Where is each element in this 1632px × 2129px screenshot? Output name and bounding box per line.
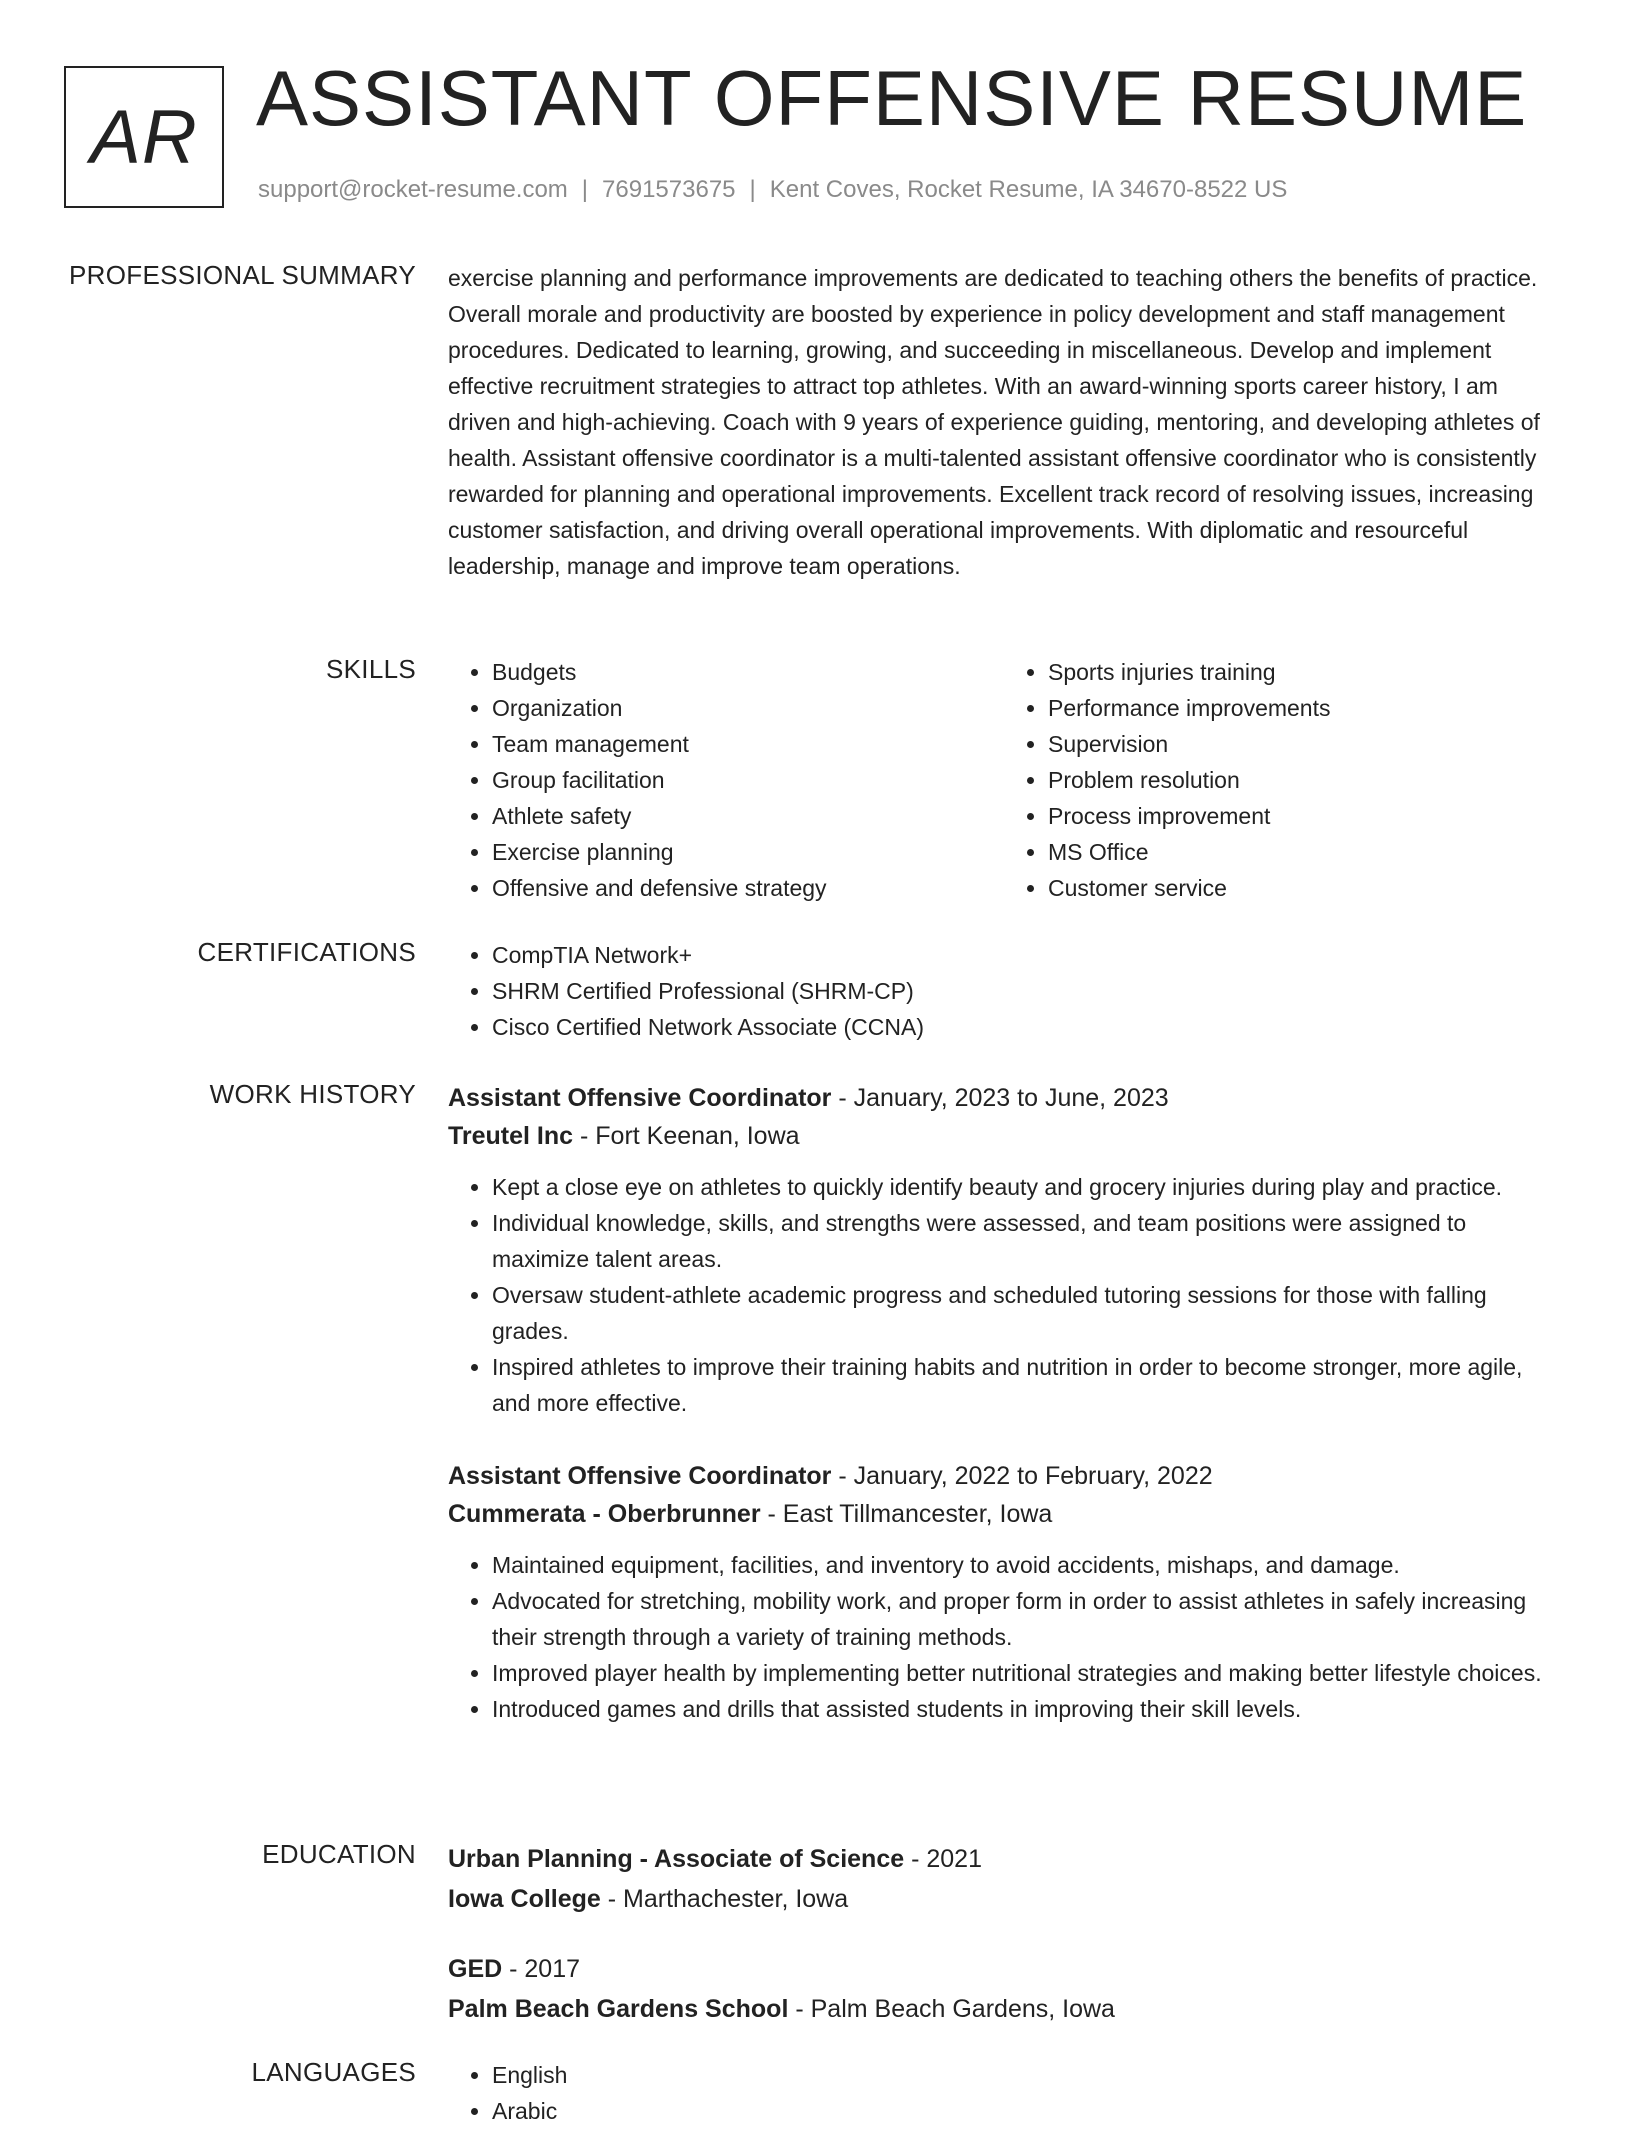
skill-item: • Sports injuries training <box>1048 654 1560 690</box>
job-bullet: • Individual knowledge, skills, and strengths were assessed, and team positions were assigned to maximize talent areas. <box>492 1205 1560 1277</box>
job-bullet: • Kept a close eye on athletes to quickly identify beauty and grocery injuries during play and practice. <box>492 1169 1560 1205</box>
job-title-line <box>448 1079 1560 1117</box>
skill-item: • Group facilitation <box>492 762 1004 798</box>
skill-item: • Problem resolution <box>1048 762 1560 798</box>
education-entry <box>448 1839 1560 1919</box>
certifications-body <box>448 937 1560 1045</box>
job-bullets <box>448 1169 1560 1421</box>
skills-label: SKILLS <box>326 654 416 684</box>
education-location: - Marthachester, Iowa <box>600 1885 849 1913</box>
contact-email: support@rocket-resume.com <box>258 176 568 203</box>
education-degree-line <box>448 1839 1560 1879</box>
job-bullets <box>448 1547 1560 1727</box>
certification-item: • SHRM Certified Professional (SHRM-CP) <box>492 973 1560 1009</box>
languages-body <box>448 2057 1560 2129</box>
job-company: Cummerata - Oberbrunner <box>448 1500 761 1528</box>
contact-address: Kent Coves, Rocket Resume, IA 34670-8522 US <box>769 176 1288 203</box>
job-dates: - January, 2023 to June, 2023 <box>831 1084 1169 1112</box>
contact-separator: | <box>581 176 589 203</box>
skills-list-right <box>1004 654 1560 906</box>
languages-list <box>448 2057 1560 2129</box>
job-company-line <box>448 1495 1560 1533</box>
certifications-label: CERTIFICATIONS <box>197 937 416 967</box>
language-item: • Arabic <box>492 2093 1560 2129</box>
job-company: Treutel Inc <box>448 1122 574 1150</box>
skill-item: • Process improvement <box>1048 798 1560 834</box>
work-history-body <box>448 1079 1560 1763</box>
education-school: Palm Beach Gardens School <box>448 1995 789 2023</box>
education-year: - 2017 <box>502 1955 581 1983</box>
job-company-line <box>448 1117 1560 1155</box>
summary-body <box>448 260 1560 584</box>
education-body <box>448 1839 1560 2059</box>
contact-line <box>258 176 1287 204</box>
summary-text: exercise planning and performance improvements are dedicated to teaching others the benefits of practice. Overall morale and productivity are boosted by experience in policy development and staff management procedures. Dedicated to learning, growing, and succeeding in miscellaneous. Develop and implement effective recruitment strategies to attract top athletes. With an award-winning sports career history, I am driven and high-achieving. Coach with 9 years of experience guiding, mentoring, and developing athletes of health. Assistant offensive coordinator is a multi-talented assistant offensive coordinator who is consistently rewarded for planning and operational improvements. Excellent track record of resolving issues, increasing customer satisfaction, and driving overall operational improvements. With diplomatic and resourceful leadership, manage and improve team operations. <box>448 265 1540 579</box>
education-location: - Palm Beach Gardens, Iowa <box>788 1995 1115 2023</box>
skill-item: • MS Office <box>1048 834 1560 870</box>
education-degree-line <box>448 1949 1560 1989</box>
education-school: Iowa College <box>448 1885 601 1913</box>
job-bullet: • Oversaw student-athlete academic progress and scheduled tutoring sessions for those with falling grades. <box>492 1277 1560 1349</box>
summary-label: PROFESSIONAL SUMMARY <box>69 260 416 290</box>
skill-item: • Customer service <box>1048 870 1560 906</box>
education-entry <box>448 1949 1560 2029</box>
monogram-initials: AR <box>90 94 198 180</box>
skill-item: • Team management <box>492 726 1004 762</box>
skill-item: • Exercise planning <box>492 834 1004 870</box>
education-school-line <box>448 1989 1560 2029</box>
contact-phone: 7691573675 <box>602 176 736 203</box>
certification-item: • CompTIA Network+ <box>492 937 1560 973</box>
skill-item: • Budgets <box>492 654 1004 690</box>
job-location: - East Tillmancester, Iowa <box>760 1500 1053 1528</box>
language-item: • English <box>492 2057 1560 2093</box>
education-degree: GED <box>448 1955 503 1983</box>
education-label: EDUCATION <box>262 1839 416 1869</box>
skill-item: • Supervision <box>1048 726 1560 762</box>
job-bullet: • Maintained equipment, facilities, and inventory to avoid accidents, mishaps, and damage. <box>492 1547 1560 1583</box>
job-title: Assistant Offensive Coordinator <box>448 1084 832 1112</box>
contact-separator: | <box>749 176 756 203</box>
certifications-list <box>448 937 1560 1045</box>
job-bullet: • Introduced games and drills that assisted students in improving their skill levels. <box>492 1691 1560 1727</box>
job-bullet: • Advocated for stretching, mobility work, and proper form in order to assist athletes in safely increasing their strength through a variety of training methods. <box>492 1583 1560 1655</box>
education-school-line <box>448 1879 1560 1919</box>
skill-item: • Offensive and defensive strategy <box>492 870 1004 906</box>
job-title-line <box>448 1457 1560 1495</box>
work-history-label: WORK HISTORY <box>209 1079 416 1109</box>
certification-item: • Cisco Certified Network Associate (CCNA) <box>492 1009 1560 1045</box>
skills-body <box>448 654 1560 906</box>
job-bullet: • Improved player health by implementing better nutritional strategies and making better lifestyle choices. <box>492 1655 1560 1691</box>
job-dates: - January, 2022 to February, 2022 <box>831 1462 1213 1490</box>
skill-item: • Athlete safety <box>492 798 1004 834</box>
resume-title: ASSISTANT OFFENSIVE RESUME <box>256 54 1528 142</box>
job-entry <box>448 1457 1560 1727</box>
monogram-box <box>64 66 224 208</box>
job-bullet: • Inspired athletes to improve their training habits and nutrition in order to become stronger, more agile, and more effective. <box>492 1349 1560 1421</box>
skill-item: • Performance improvements <box>1048 690 1560 726</box>
languages-label: LANGUAGES <box>251 2057 416 2087</box>
skills-list-left <box>448 654 1004 906</box>
education-year: - 2021 <box>904 1845 982 1873</box>
job-entry <box>448 1079 1560 1421</box>
education-degree: Urban Planning - Associate of Science <box>448 1845 905 1873</box>
skill-item: • Organization <box>492 690 1004 726</box>
job-location: - Fort Keenan, Iowa <box>573 1122 800 1150</box>
job-title: Assistant Offensive Coordinator <box>448 1462 832 1490</box>
